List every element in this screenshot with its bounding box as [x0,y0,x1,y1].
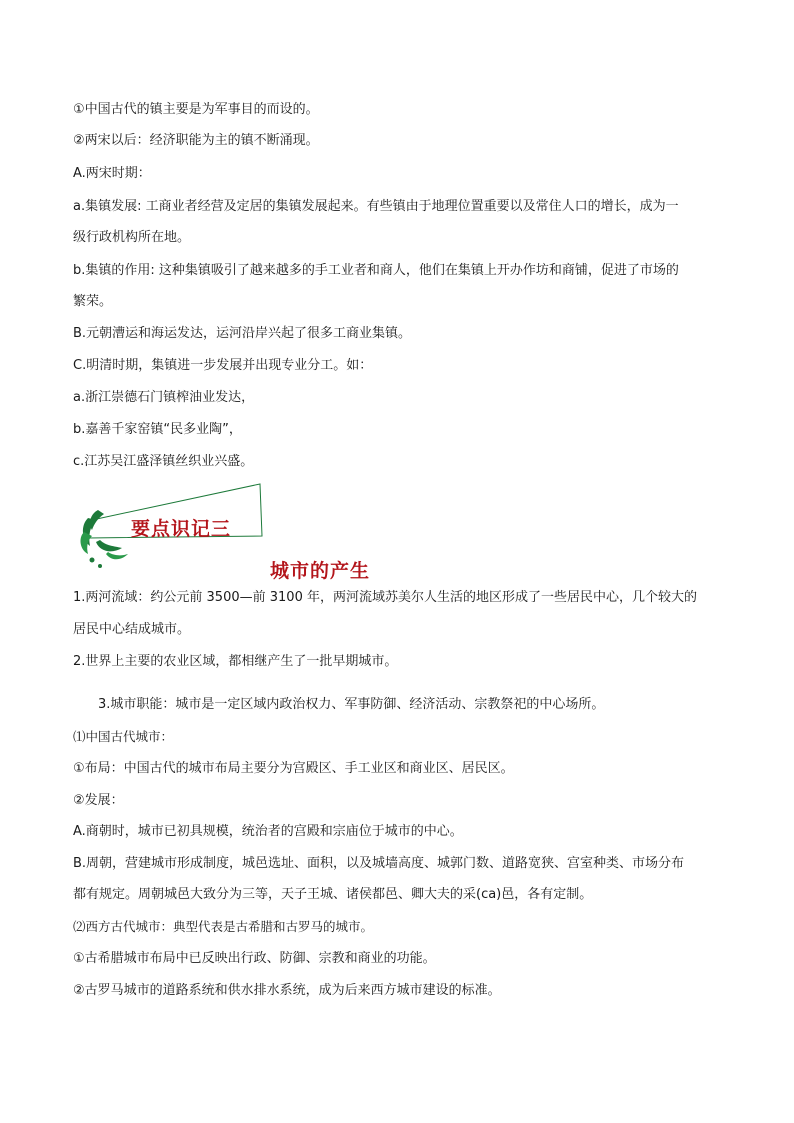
text-line: ①古希腊城市布局中已反映出行政、防御、宗教和商业的功能。 [73,951,436,966]
text-line: ①布局：中国古代的城市布局主要分为宫殿区、手工业区和商业区、居民区。 [73,761,514,776]
text-line: 3.城市职能：城市是一定区域内政治权力、军事防御、经济活动、宗教祭祀的中心场所。 [98,697,605,712]
section-heading: 城市的产生 [270,560,371,582]
text-line: ②古罗马城市的道路系统和供水排水系统，成为后来西方城市建设的标准。 [73,983,501,998]
text-line: a.集镇发展: 工商业者经营及定居的集镇发展起来。有些镇由于地理位置重要以及常住人口的增长，成为一 [73,199,679,214]
text-line: 居民中心结成城市。 [73,622,191,637]
text-line: B.周朝，营建城市形成制度，城邑选址、面积，以及城墙高度、城郭门数、道路宽狭、宫室种类、市场分布 [73,856,685,871]
text-line: a.浙江崇德石门镇榨油业发达， [73,390,255,405]
text-line: ②发展： [73,793,124,808]
text-line: c.江苏吴江盛泽镇丝织业兴盛。 [73,454,254,469]
text-line: A.两宋时期： [73,166,151,181]
text-line: ②两宋以后：经济职能为主的镇不断涌现。 [73,133,319,148]
text-line: b.集镇的作用: 这种集镇吸引了越来越多的手工业者和商人，他们在集镇上开办作坊和商铺，促进了市场的 [73,263,679,278]
text-line: 繁荣。 [73,294,113,309]
text-line: 级行政机构所在地。 [73,230,191,245]
section-badge [78,480,268,570]
text-line: B.元朝漕运和海运发达，运河沿岸兴起了很多工商业集镇。 [73,326,412,341]
text-line: ⑴中国古代城市： [73,729,174,744]
text-line: ①中国古代的镇主要是为军事目的而设的。 [73,102,319,117]
text-line: 2.世界上主要的农业区域，都相继产生了一批早期城市。 [73,654,398,669]
text-line: C.明清时期，集镇进一步发展并出现专业分工。如： [73,358,373,373]
text-line: 1.两河流域：约公元前 3500—前 3100 年，两河流域苏美尔人生活的地区形成了一些居民中心，几个较大的 [73,590,697,605]
text-line: b.嘉善千家窑镇“民多业陶”， [73,422,242,437]
text-line: 都有规定。周朝城邑大致分为三等，天子王城、诸侯都邑、卿大夫的采(ca)邑，各有定制。 [73,887,593,902]
badge-title: 要点识记三 [131,518,232,540]
text-line: ⑵西方古代城市：典型代表是古希腊和古罗马的城市。 [73,919,374,934]
text-line: A.商朝时，城市已初具规模，统治者的宫殿和宗庙位于城市的中心。 [73,824,463,839]
